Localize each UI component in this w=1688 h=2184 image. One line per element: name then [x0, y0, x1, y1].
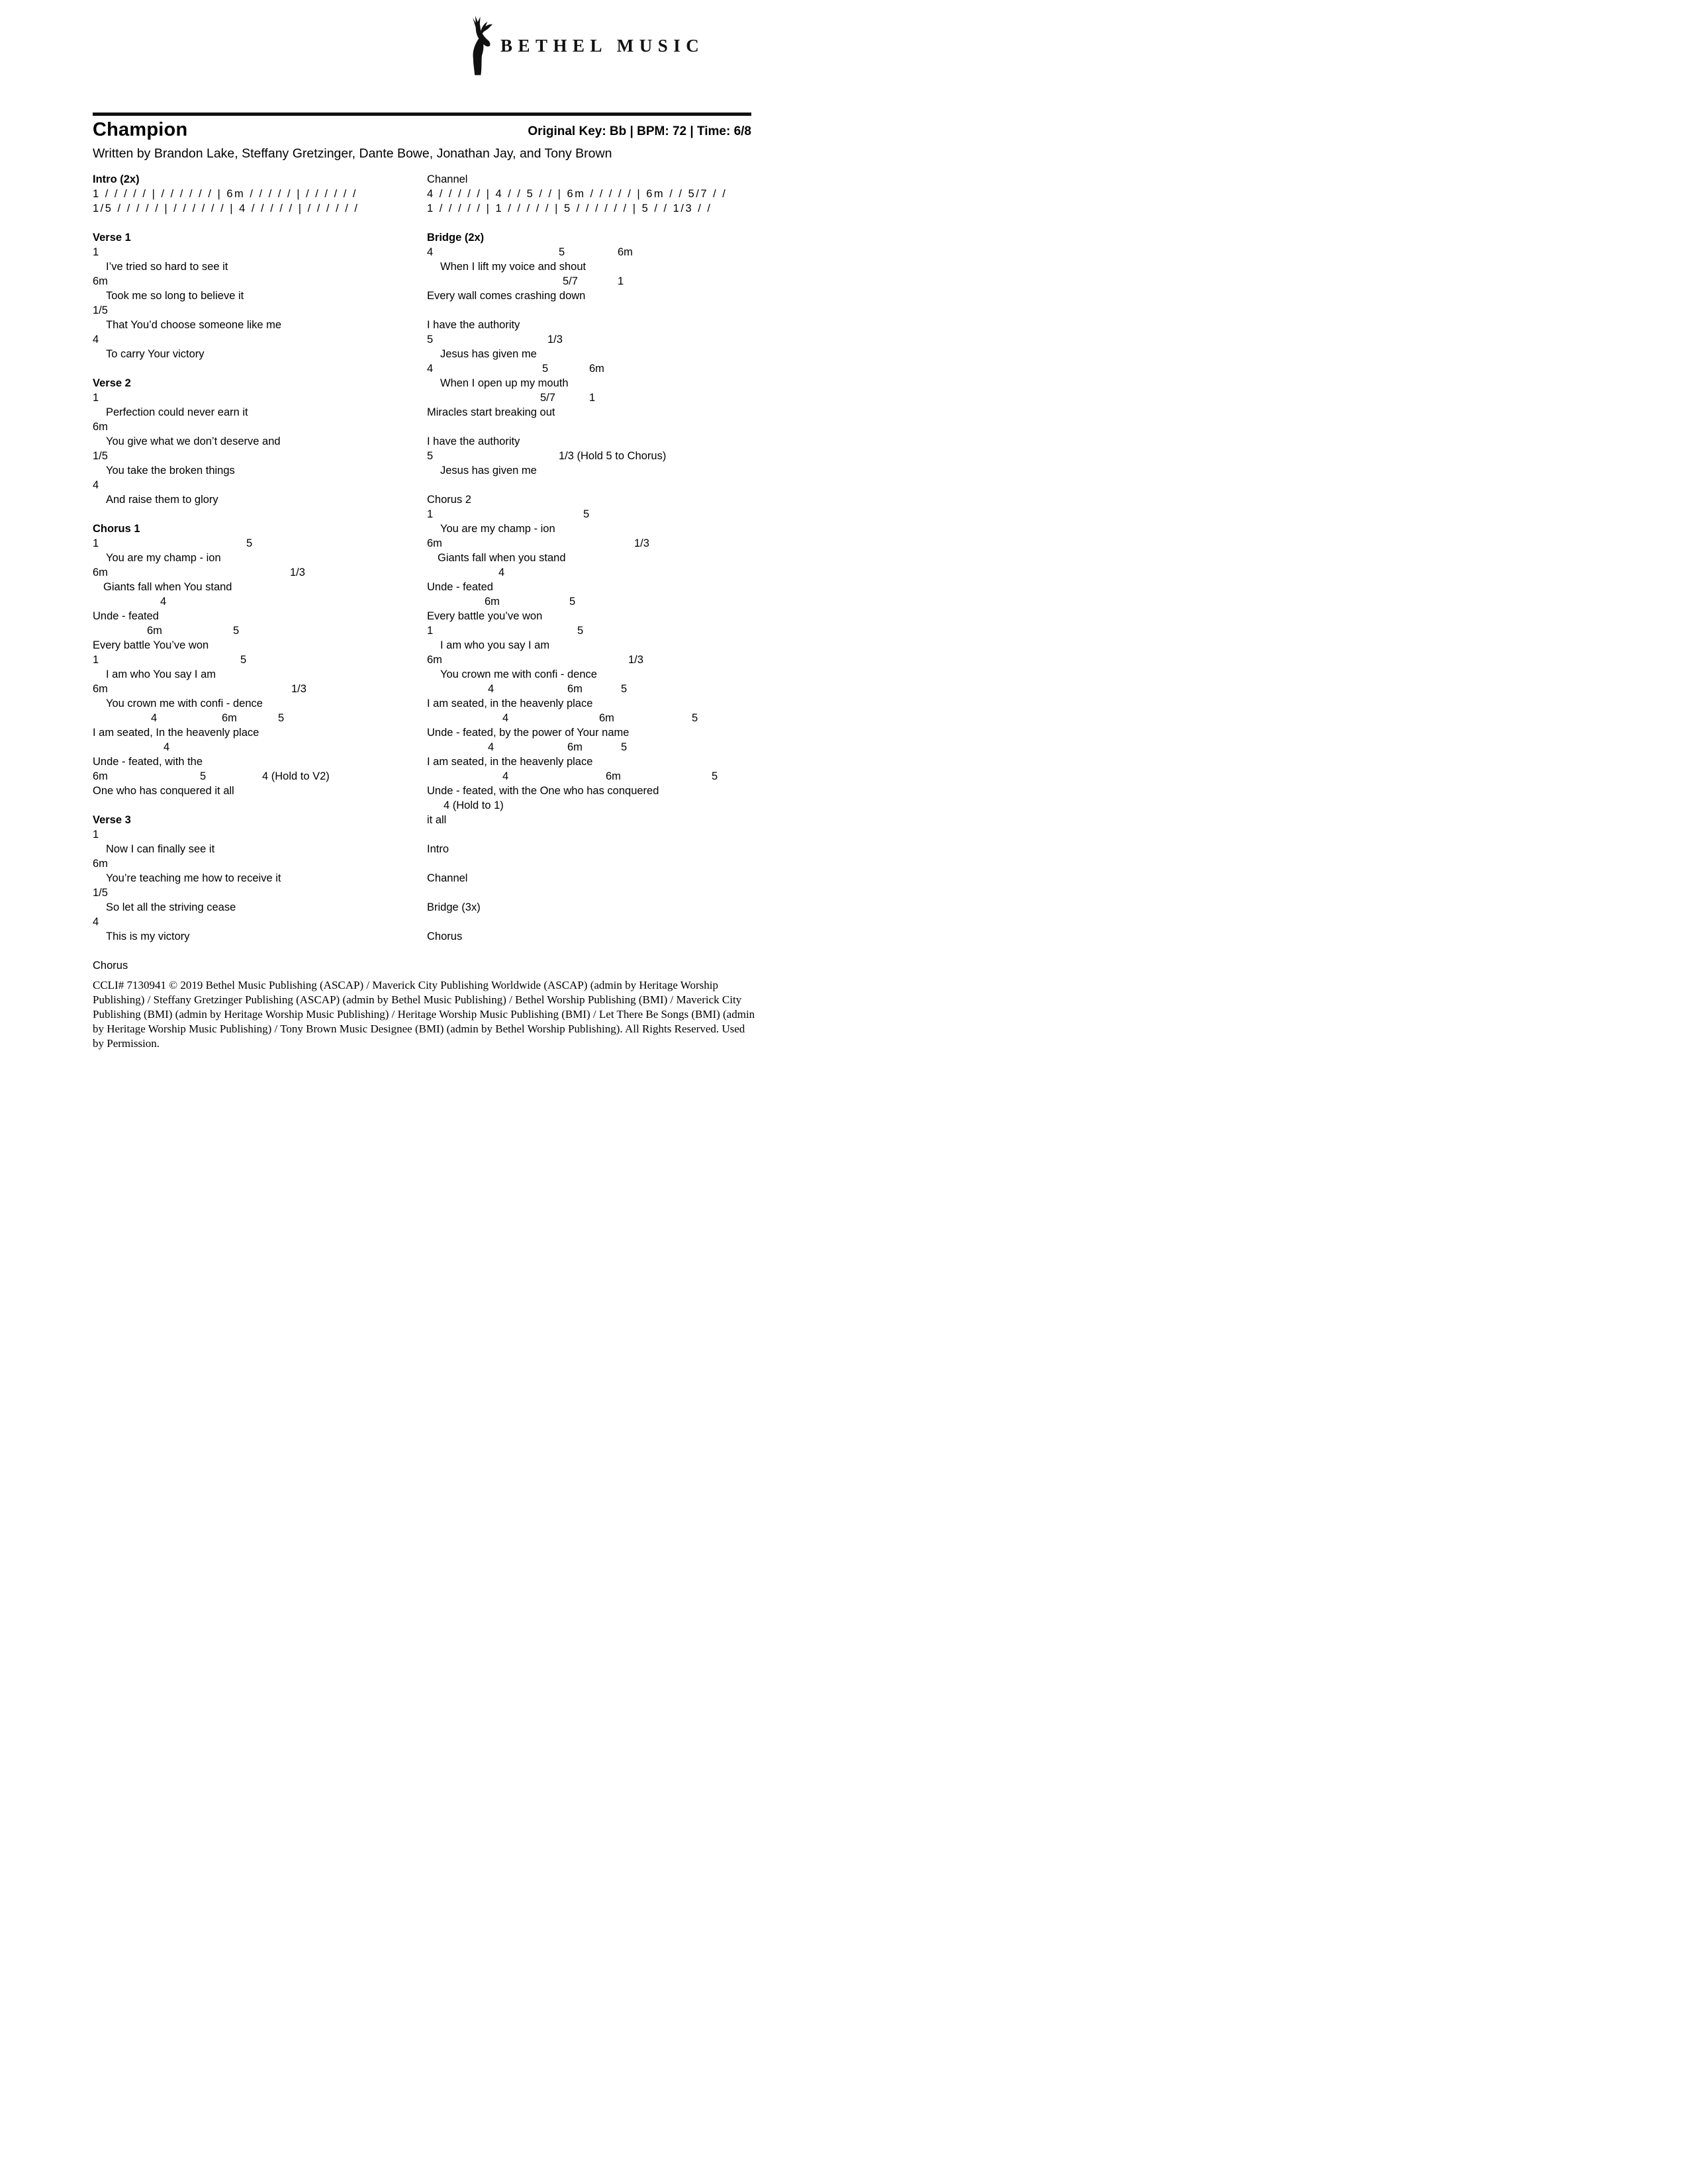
- chord-line: [427, 740, 755, 754]
- title-row: [93, 119, 751, 140]
- chord: 4: [93, 916, 99, 928]
- lyric-line: Unde - feated: [93, 610, 159, 622]
- lyric-line: One who has conquered it all: [93, 785, 234, 797]
- chord-line: [427, 623, 755, 638]
- chord: 4: [93, 334, 99, 345]
- chord: 4: [427, 246, 434, 258]
- lyric-line: Every wall comes crashing down: [427, 290, 586, 302]
- section-verse-1: [93, 230, 427, 361]
- lyric-line: When I open up my mouth: [440, 377, 569, 389]
- blank-line: [427, 303, 755, 318]
- chord: 4: [502, 712, 509, 724]
- section-title: Chorus: [427, 931, 463, 942]
- section-title: Channel: [427, 173, 468, 185]
- chord: 5: [542, 363, 549, 375]
- chord-line: [427, 274, 755, 289]
- chord-line: [427, 769, 755, 784]
- chart-columns: [93, 172, 755, 987]
- chord: 1/3: [628, 654, 643, 666]
- section-chorus-2: [427, 492, 755, 827]
- chord: 1/3: [634, 537, 649, 549]
- chord: 6m: [589, 363, 604, 375]
- section-channel: [427, 172, 755, 216]
- chord-line: [93, 623, 427, 638]
- chord-line: [93, 565, 427, 580]
- chord: 1/3 (Hold 5 to Chorus): [559, 450, 667, 462]
- copyright-footer: CCLI# 7130941 © 2019 Bethel Music Publishing (ASCAP) / Maverick City Publishing Worldwide (ASCAP) (admin by Heritage Worship Publishing) / Steffany Gretzinger Publishing (ASCAP) (admin by Bethel Music Publishing) / Bethel Worship Publishing (BMI) / Maverick City Publishing (BMI) (admin by Heritage Worship Music Publishing) / Heritage Worship Music Publishing (BMI) / Let There Be Songs (BMI) (admin by Heritage Worship Music Publishing) / Tony Brown Music Designee (BMI) (admin by Bethel Worship Publishing). All Rights Reserved. Used by Permission.: [93, 979, 755, 1050]
- chord-line: [427, 332, 755, 347]
- section-chorus: [427, 929, 755, 944]
- chord: 5/7: [540, 392, 555, 404]
- section-title: Intro (2x): [93, 173, 140, 185]
- chart-column-right: [427, 172, 755, 987]
- chord-chart-page: [0, 0, 844, 1092]
- section-verse-2: [93, 376, 427, 507]
- lyric-line: This is my victory: [106, 931, 190, 942]
- chord-line: [427, 507, 755, 522]
- chord-line: [93, 245, 427, 259]
- section-channel: [427, 871, 755, 886]
- chord: 6m: [222, 712, 237, 724]
- lyric-line: You are my champ - ion: [440, 523, 555, 535]
- chord-line: [93, 303, 427, 318]
- chord: 6m: [93, 275, 108, 287]
- chord: 4 (Hold to V2): [262, 770, 330, 782]
- chord: 5: [246, 537, 253, 549]
- lyric-line: Unde - feated: [427, 581, 493, 593]
- chord-line: [93, 711, 427, 725]
- chord-line: [93, 536, 427, 551]
- chord: 5: [200, 770, 207, 782]
- lyric-line: I have the authority: [427, 435, 520, 447]
- chord: 1/3: [290, 567, 305, 578]
- chord-line: [93, 332, 427, 347]
- lyric-line: I am seated, in the heavenly place: [427, 698, 593, 709]
- chord-line: [93, 420, 427, 434]
- chord: 1: [589, 392, 596, 404]
- chord: 4: [427, 363, 434, 375]
- chord: 6m: [93, 770, 108, 782]
- lyric-line: it all: [427, 814, 447, 826]
- lyric-line: And raise them to glory: [106, 494, 218, 506]
- chord-line: [93, 915, 427, 929]
- chord-line: [93, 769, 427, 784]
- chord: 4 (Hold to 1): [444, 799, 504, 811]
- chord: 1: [618, 275, 624, 287]
- chord: 5/7: [563, 275, 578, 287]
- bethel-music-logo: [462, 13, 704, 78]
- chord-line: [93, 827, 427, 842]
- chord: 1/3: [547, 334, 563, 345]
- chord-chart-line: 4 / / / / / | 4 / / 5 / / | 6m / / / / / | 6m / / 5/7 / /: [427, 188, 727, 200]
- lyric-line: To carry Your victory: [106, 348, 205, 360]
- chord: 5: [278, 712, 285, 724]
- chord-line: [427, 390, 755, 405]
- section-verse-3: [93, 813, 427, 944]
- chord-line: [93, 740, 427, 754]
- blank-line: [427, 420, 755, 434]
- lyric-line: I am who You say I am: [106, 668, 216, 680]
- chord-line: [427, 245, 755, 259]
- songwriters-byline: Written by Brandon Lake, Steffany Gretzinger, Dante Bowe, Jonathan Jay, and Tony Brown: [93, 146, 612, 161]
- song-title: Champion: [93, 119, 188, 140]
- chord: 5: [692, 712, 698, 724]
- chord: 1: [427, 508, 434, 520]
- chord: 1/3: [291, 683, 306, 695]
- lyric-line: Giants fall when you stand: [438, 552, 566, 564]
- lyric-line: I’ve tried so hard to see it: [106, 261, 228, 273]
- lyric-line: Miracles start breaking out: [427, 406, 555, 418]
- section-title: Chorus: [93, 960, 128, 972]
- lyric-line: I have the authority: [427, 319, 520, 331]
- lyric-line: You take the broken things: [106, 465, 235, 477]
- section-title: Channel: [427, 872, 468, 884]
- chord: 6m: [567, 683, 583, 695]
- chord: 5: [559, 246, 565, 258]
- section-title: Intro: [427, 843, 449, 855]
- lyric-line: You’re teaching me how to receive it: [106, 872, 281, 884]
- chord-line: [427, 594, 755, 609]
- lyric-line: You are my champ - ion: [106, 552, 221, 564]
- chord-line: [93, 856, 427, 871]
- chord-line: [93, 274, 427, 289]
- lyric-line: So let all the striving cease: [106, 901, 236, 913]
- chord: 1: [93, 829, 99, 841]
- chord: 1: [93, 537, 99, 549]
- chord: 6m: [618, 246, 633, 258]
- section-title: Verse 3: [93, 814, 131, 826]
- chord: 6m: [93, 567, 108, 578]
- chord: 4: [151, 712, 158, 724]
- chord-line: [427, 653, 755, 667]
- chord: 1: [427, 625, 434, 637]
- chord: 6m: [93, 858, 108, 870]
- lyric-line: I am seated, In the heavenly place: [93, 727, 259, 739]
- lyric-line: Unde - feated, with the One who has conquered: [427, 785, 659, 797]
- chord: 6m: [599, 712, 614, 724]
- chord: 5: [712, 770, 718, 782]
- section-title: Bridge (3x): [427, 901, 481, 913]
- lyric-line: Unde - feated, by the power of Your name: [427, 727, 630, 739]
- section-bridge-3x: [427, 900, 755, 915]
- chord: 4: [93, 479, 99, 491]
- chord: 4: [164, 741, 170, 753]
- lyric-line: You crown me with confi - dence: [440, 668, 597, 680]
- chart-column-left: [93, 172, 427, 987]
- chord: 5: [427, 334, 434, 345]
- chord: 6m: [93, 683, 108, 695]
- chord-line: [93, 390, 427, 405]
- section-bridge-2x: [427, 230, 755, 478]
- chord: 5: [240, 654, 247, 666]
- song-key-info: Original Key: Bb | BPM: 72 | Time: 6/8: [528, 124, 751, 138]
- chord-chart-line: 1 / / / / / | 1 / / / / / | 5 / / / / / / | 5 / / 1/3 / /: [427, 203, 712, 214]
- chord: 5: [621, 683, 628, 695]
- chord-line: [93, 886, 427, 900]
- lyric-line: Jesus has given me: [440, 465, 537, 477]
- chord: 6m: [606, 770, 621, 782]
- section-title: Chorus 2: [427, 494, 471, 506]
- chord-line: [93, 682, 427, 696]
- chord: 1/5: [93, 304, 108, 316]
- lyric-line: Perfection could never earn it: [106, 406, 248, 418]
- section-title: Verse 1: [93, 232, 131, 244]
- deer-stag-icon: [462, 13, 492, 78]
- lyric-line: I am who you say I am: [440, 639, 550, 651]
- chord-line: [93, 594, 427, 609]
- chord: 1/5: [93, 887, 108, 899]
- lyric-line: Giants fall when You stand: [103, 581, 232, 593]
- chord: 5: [569, 596, 576, 608]
- chord-line: [427, 798, 755, 813]
- brand-wordmark: BETHEL MUSIC: [500, 35, 705, 56]
- chord: 6m: [567, 741, 583, 753]
- chord: 5: [621, 741, 628, 753]
- section-title: Verse 2: [93, 377, 131, 389]
- chord-line: [93, 449, 427, 463]
- chord: 1: [93, 654, 99, 666]
- section-chorus: [93, 958, 427, 973]
- chord-chart-line: 1/5 / / / / / | / / / / / / | 4 / / / / / | / / / / / /: [93, 203, 359, 214]
- chord-line: [93, 478, 427, 492]
- chord-line: [93, 653, 427, 667]
- chord: 1: [93, 392, 99, 404]
- chord: 4: [488, 741, 494, 753]
- lyric-line: That You’d choose someone like me: [106, 319, 282, 331]
- chord-chart-line: 1 / / / / / | / / / / / / | 6m / / / / / | / / / / / /: [93, 188, 357, 200]
- lyric-line: You give what we don’t deserve and: [106, 435, 281, 447]
- lyric-line: Every battle You’ve won: [93, 639, 209, 651]
- chord-line: [427, 536, 755, 551]
- lyric-line: Now I can finally see it: [106, 843, 215, 855]
- chord: 6m: [427, 654, 442, 666]
- chord: 5: [583, 508, 590, 520]
- chord: 6m: [485, 596, 500, 608]
- section-title: Bridge (2x): [427, 232, 485, 244]
- lyric-line: When I lift my voice and shout: [440, 261, 586, 273]
- lyric-line: Unde - feated, with the: [93, 756, 203, 768]
- section-intro: [427, 842, 755, 856]
- chord: 4: [488, 683, 494, 695]
- chord-line: [427, 682, 755, 696]
- chord: 6m: [427, 537, 442, 549]
- lyric-line: Took me so long to believe it: [106, 290, 244, 302]
- chord-line: [427, 565, 755, 580]
- section-intro-2x: [93, 172, 427, 216]
- chord-line: [427, 449, 755, 463]
- chord: 4: [498, 567, 505, 578]
- section-chorus-1: [93, 522, 427, 798]
- lyric-line: I am seated, in the heavenly place: [427, 756, 593, 768]
- lyric-line: You crown me with confi - dence: [106, 698, 263, 709]
- chord: 4: [502, 770, 509, 782]
- chord: 5: [233, 625, 240, 637]
- chord-line: [427, 711, 755, 725]
- chord: 1: [93, 246, 99, 258]
- chord: 6m: [93, 421, 108, 433]
- chord-line: [427, 361, 755, 376]
- chord: 1/5: [93, 450, 108, 462]
- section-title: Chorus 1: [93, 523, 140, 535]
- chord: 4: [160, 596, 167, 608]
- chord: 5: [577, 625, 584, 637]
- chord: 6m: [147, 625, 162, 637]
- lyric-line: Every battle you’ve won: [427, 610, 543, 622]
- lyric-line: Jesus has given me: [440, 348, 537, 360]
- divider-rule: [93, 113, 751, 116]
- chord: 5: [427, 450, 434, 462]
